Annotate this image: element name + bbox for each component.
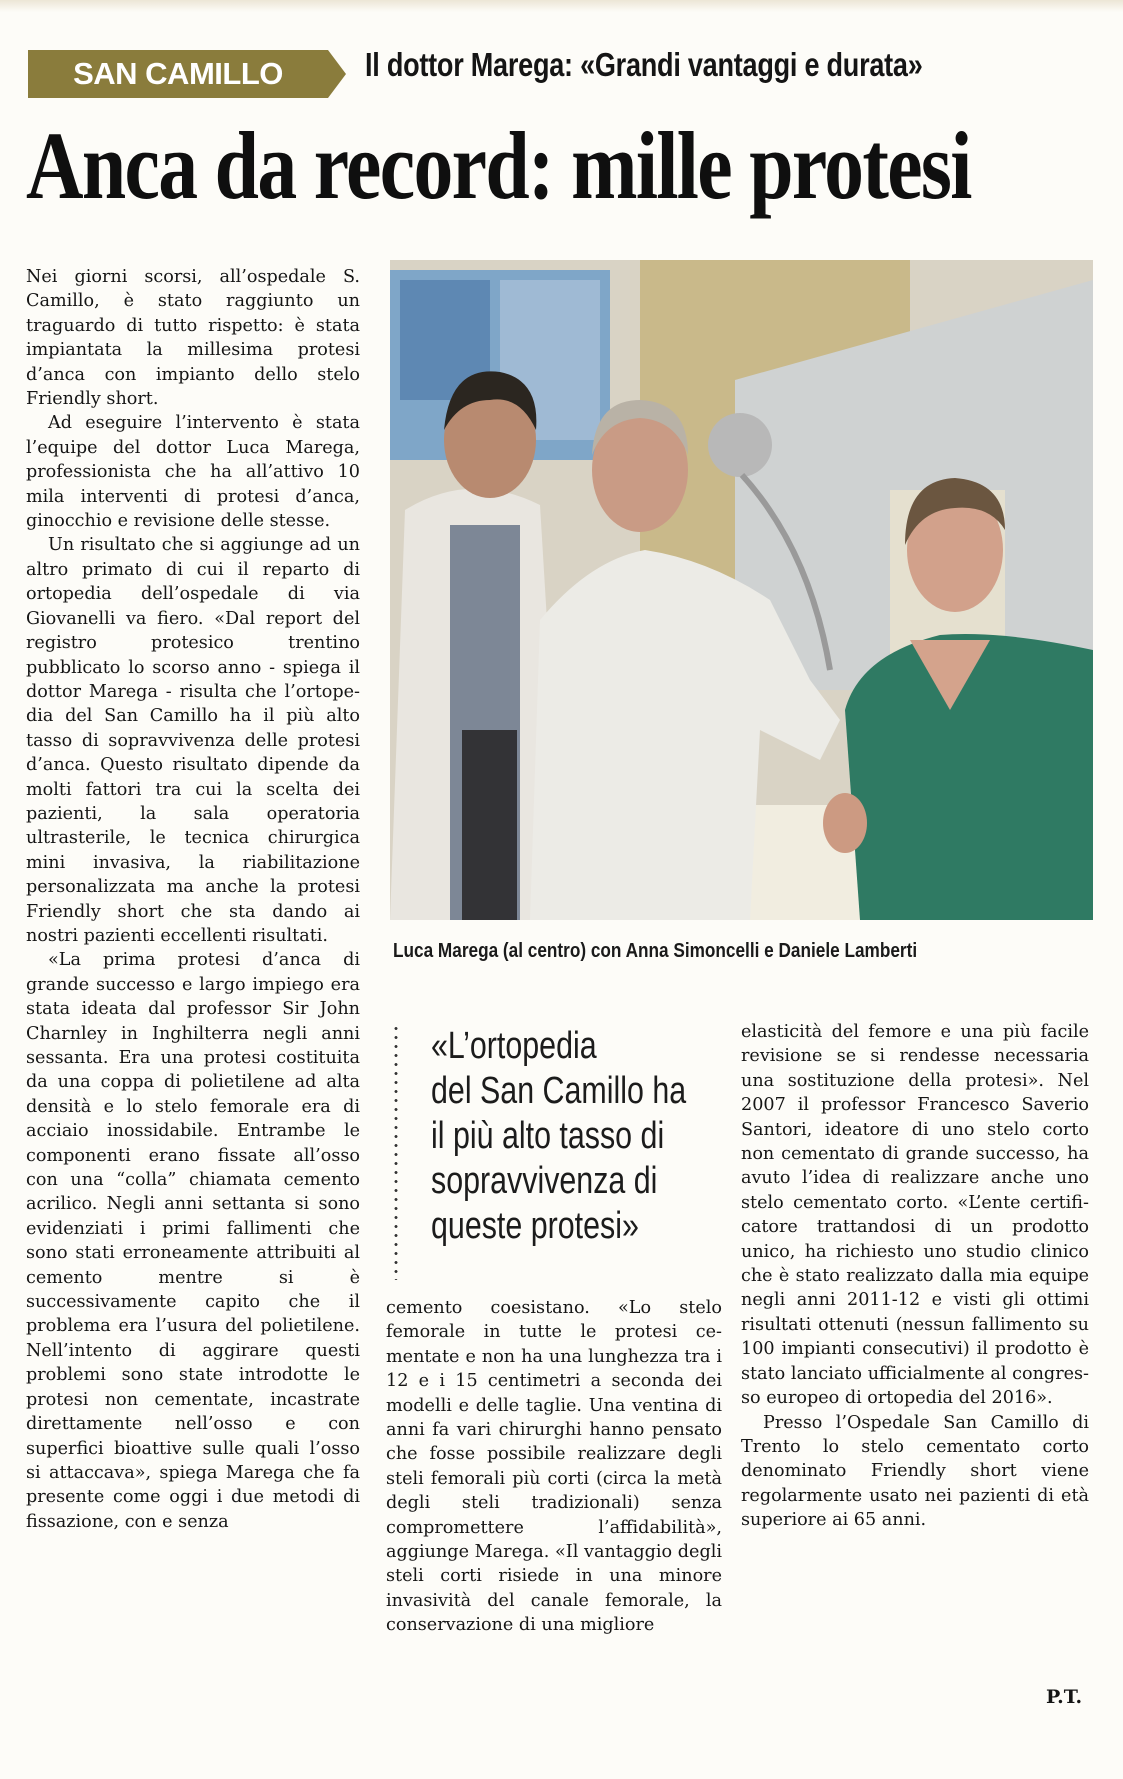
paragraph: Presso l’Ospedale San Camillo di Trento lo stelo cementato corto denominato Friendly short viene regolarmente usato nei pazienti di età superiore ai 65 anni.: [741, 1412, 1089, 1531]
kicker-label: SAN CAMILLO: [73, 56, 283, 91]
photo-caption: Luca Marega (al centro) con Anna Simoncelli e Daniele Lamberti: [393, 940, 918, 962]
paragraph: cemento coesistano. «Lo stelo femorale in tutte le protesi cementate e non ha una lunghezza tra i 12 e i 15 centimetri a seconda dei modelli e delle taglie. Una ventina di anni fa vari chirurghi hanno pensato che fosse possibile realizzare degli steli femorali più corti (circa la metà degli steli tradizionali) senza compromettere l’affidabilità», aggiunge Marega. «Il vantaggio degli steli corti risiede in una minore invasività del canale femorale, la conservazione di una migliore: [386, 1298, 722, 1636]
subheadline: Il dottor Marega: «Grandi vantaggi e durata»: [365, 46, 923, 83]
pull-quote-line: queste protesi»: [431, 1205, 639, 1247]
article-column-2: [386, 1296, 722, 1638]
paragraph: «La prima protesi d’anca di grande successo e largo impiego era stata ideata dal professor Sir John Charnley in Inghilterra negli anni sessanta. Era una protesi costituita da una coppa di polietilene ad alta densità e lo stelo femorale era di acciaio inossidabile. Entrambe le componenti erano fissate all’osso con una “colla” chiamata cemento acrilico. Negli anni settanta si sono evidenziati i primi fallimenti che sono stati erroneamente attribuiti al cemento mentre si è successivamente capito che il problema era l’usura del polietilene. Nell’intento di aggirare questi problemi sono state introdotte le protesi non cementate, incastrate direttamente nell’osso e con superfici bioattive sulle quali l’osso si attaccava», spiega Marega che fa presente come oggi i due metodi di fissazione, con e senza: [26, 950, 360, 1532]
article-column-3: [741, 1020, 1089, 1533]
pull-quote: [431, 1024, 687, 1249]
headline: Anca da record: mille protesi: [26, 112, 971, 219]
photo-illustration: [390, 260, 1093, 920]
person-right-scrubs: [845, 634, 1093, 920]
article-photo: [390, 260, 1093, 920]
person-right-hand: [823, 793, 867, 853]
pull-quote-line: «L’ortopedia: [431, 1025, 597, 1067]
pull-quote-line: il più alto tasso di: [431, 1115, 665, 1157]
person-left-trousers: [462, 730, 517, 920]
section-kicker: [28, 50, 346, 98]
dotted-rule: [394, 1024, 398, 1280]
paragraph: Nei giorni scorsi, all’ospedale S. Camillo, è stato raggiunto un traguardo di tutto rispetto: è stata impiantata la millesima protesi d’anca con impianto dello stelo Friendly short.: [26, 267, 360, 410]
paragraph: Ad eseguire l’intervento è stata l’equipe del dottor Luca Marega, professionista che ha all’attivo 10 mila interventi di protesi d’anca, ginocchio e revisione delle stesse.: [26, 413, 360, 532]
pull-quote-line: sopravvivenza di: [431, 1160, 658, 1202]
paragraph: Un risultato che si aggiunge ad un altro primato di cui il reparto di ortopedia dell’ospedale di via Giovanelli va fiero. «Dal report del registro protesico trentino pubblicato lo scorso anno - spiega il dottor Marega - risulta che l’ortopedia del San Camillo ha il più alto tasso di sopravvivenza delle protesi d’anca. Questo risultato dipende da molti fattori tra cui la scelta dei pazienti, la sala operatoria ultrasterile, le tecnica chirurgica mini invasiva, la riabilitazione personalizzata ma anche la protesi Friendly short che sta dando ai nostri pazienti eccellenti risultati.: [26, 535, 360, 946]
article-column-1: [26, 265, 360, 1534]
author-signature: P.T.: [1046, 1686, 1083, 1708]
surgical-lamp: [708, 413, 772, 477]
paragraph: elasticità del femore e una più facile revisione se si rendesse necessaria una sostituzione della protesi». Nel 2007 il professor Francesco Saverio Santori, ideatore di uno stelo corto non cementato di grande successo, ha avuto l’idea di realizzare anche uno stelo cementato corto. «L’ente certificatore trattandosi di un prodotto unico, ha richiesto uno studio clinico che è stato realizzato dalla mia equipe negli anni 2011-12 e visti gli ottimi risultati ottenuti (nessun fallimento su 100 impianti consecutivi) il prodotto è stato lanciato ufficialmente al congresso europeo di ortopedia del 2016».: [741, 1022, 1089, 1409]
paper-edge-shadow: [0, 0, 1123, 12]
pull-quote-line: del San Camillo ha: [431, 1070, 687, 1112]
